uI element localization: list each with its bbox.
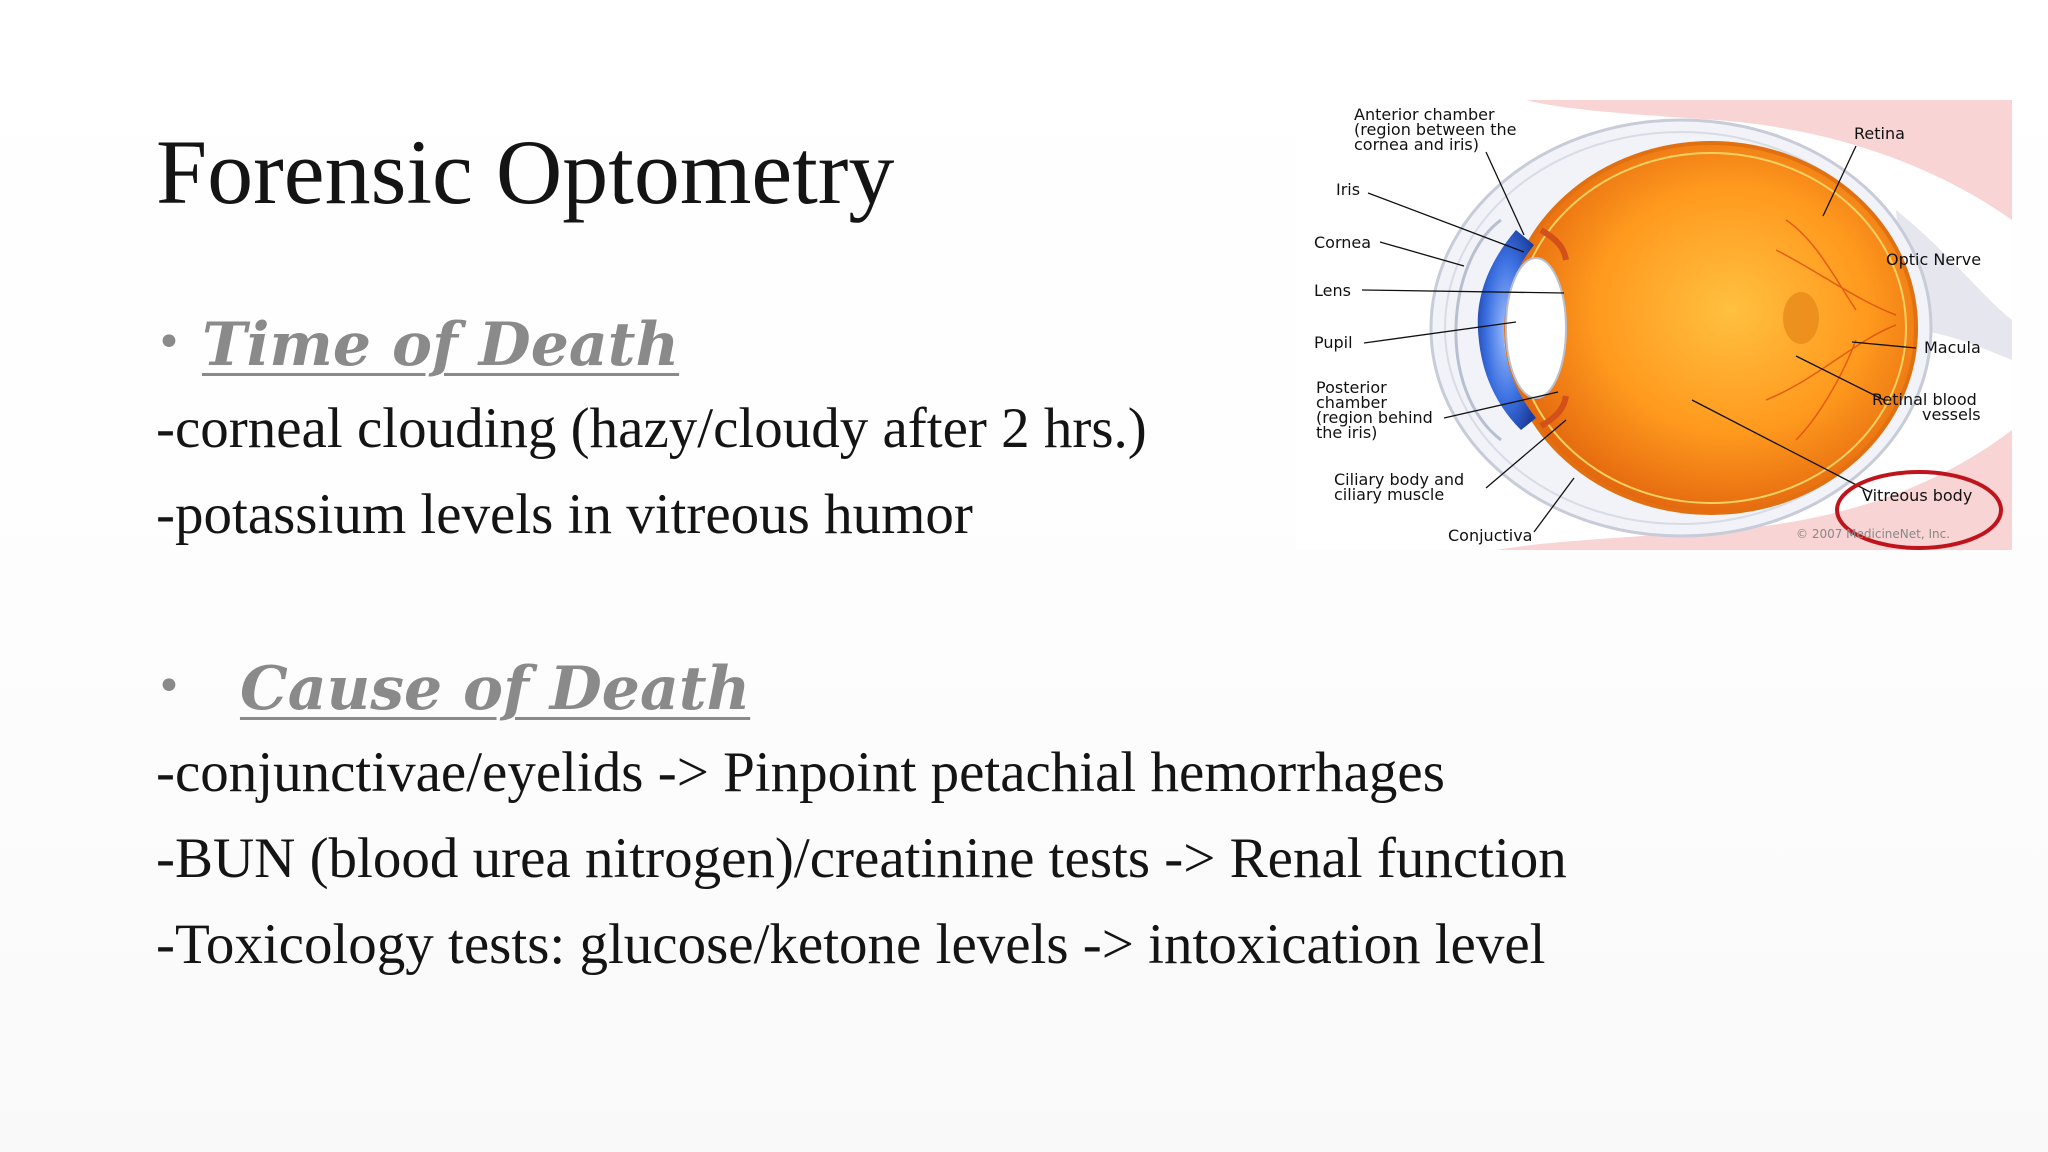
label-retinal-vessels-1: Retinal blood — [1872, 390, 1977, 409]
label-optic-nerve: Optic Nerve — [1886, 250, 1982, 269]
label-vitreous-body: Vitreous body — [1862, 486, 1973, 505]
label-retinal-vessels-2: vessels — [1922, 405, 1981, 424]
label-posterior-chamber-3: (region behind — [1316, 408, 1433, 427]
heading-time-of-death[interactable]: Time of Death — [201, 310, 680, 380]
label-macula: Macula — [1924, 338, 1981, 357]
label-iris: Iris — [1336, 180, 1361, 199]
body-line: -conjunctivae/eyelids -> Pinpoint petachial hemorrhages — [156, 741, 1445, 804]
label-retina: Retina — [1854, 124, 1905, 143]
label-cornea: Cornea — [1314, 233, 1372, 252]
label-anterior-chamber-1: Anterior chamber — [1354, 105, 1495, 124]
eye-anatomy-svg — [1296, 100, 2012, 550]
body-line: -BUN (blood urea nitrogen)/creatinine tests -> Renal function — [156, 827, 1567, 890]
eye-anatomy-diagram — [1296, 100, 2012, 550]
label-ciliary-1: Ciliary body and — [1334, 470, 1465, 489]
label-posterior-chamber-2: chamber — [1316, 393, 1387, 412]
eyeball — [1506, 143, 1916, 513]
label-conjuctiva: Conjuctiva — [1448, 526, 1533, 545]
body-line: -potassium levels in vitreous humor — [156, 483, 973, 546]
label-pupil: Pupil — [1314, 333, 1353, 352]
bullet-cause-of-death — [156, 652, 750, 724]
label-anterior-chamber-2: (region between the — [1354, 120, 1517, 139]
label-lens: Lens — [1314, 281, 1351, 300]
label-anterior-chamber-3: cornea and iris) — [1354, 135, 1479, 154]
macula-spot — [1783, 292, 1819, 344]
bullet-dot: • — [156, 317, 182, 368]
slide-title: Forensic Optometry — [156, 121, 895, 223]
label-ciliary-2: ciliary muscle — [1334, 485, 1445, 504]
body-line: -corneal clouding (hazy/cloudy after 2 hrs.) — [156, 397, 1147, 460]
bullet-dot: • — [156, 661, 182, 712]
label-posterior-chamber-4: the iris) — [1316, 423, 1378, 442]
label-posterior-chamber-1: Posterior — [1316, 378, 1387, 397]
copyright-text: © 2007 MedicineNet, Inc. — [1796, 527, 1951, 541]
heading-cause-of-death[interactable]: Cause of Death — [239, 654, 751, 724]
lens-shape — [1506, 258, 1566, 398]
body-line: -Toxicology tests: glucose/ketone levels -> intoxication level — [156, 913, 1546, 976]
bullet-time-of-death — [156, 308, 679, 380]
